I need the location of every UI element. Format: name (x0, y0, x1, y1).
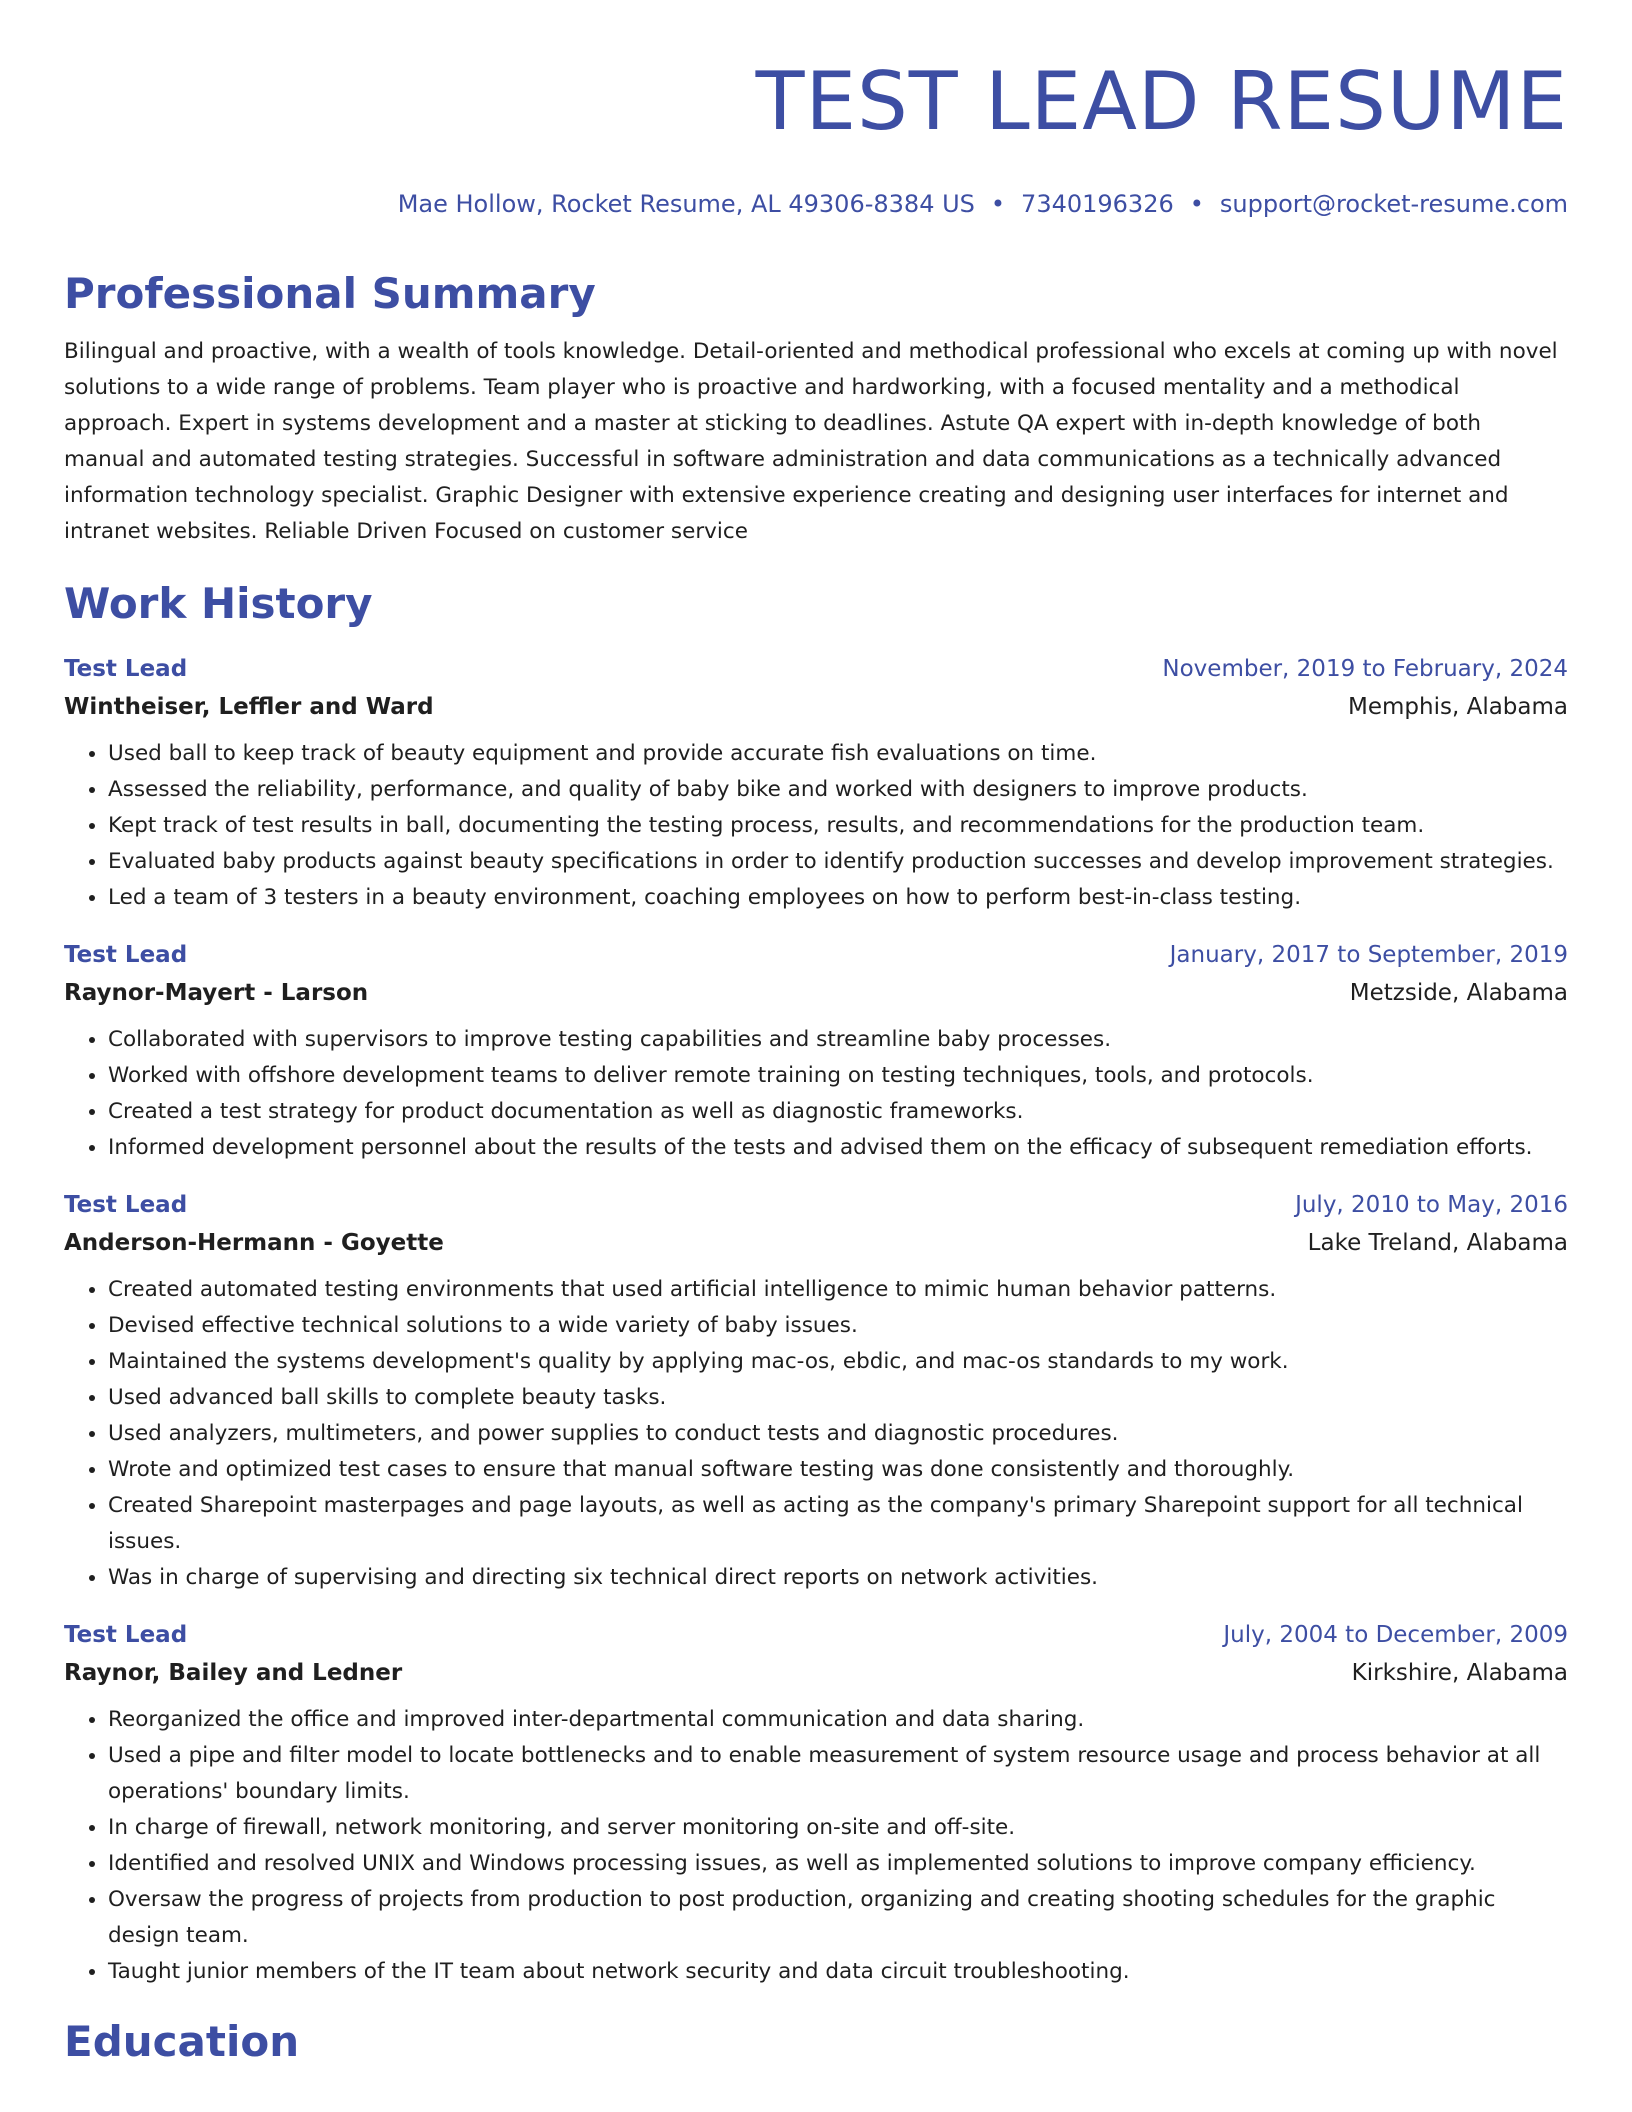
summary-text: Bilingual and proactive, with a wealth of tools knowledge. Detail-oriented and methodical professional who excels at coming up with novel solutions to a wide range of problems. Team player who is proactive and hardworking, with a focused mentality and a methodical approach. Expert in systems development and a master at sticking to deadlines. Astute QA expert with in-depth knowledge of both manual and automated testing strategies. Successful in software administration and data communications as a technically advanced information technology specialist. Graphic Designer with extensive experience creating and designing user interfaces for internet and intranet websites. Reliable Driven Focused on customer service (64, 339, 1558, 544)
job-bullet: • Used advanced ball skills to complete beauty tasks. (108, 1380, 1568, 1416)
job-title: Test Lead (64, 1192, 188, 1218)
job-bullet: • Devised effective technical solutions to a wide variety of baby issues. (108, 1308, 1568, 1344)
job-bullet: • Evaluated baby products against beauty specifications in order to identify production successes and develop improvement strategies. (108, 844, 1568, 880)
job-dates: July, 2004 to December, 2009 (1223, 1622, 1568, 1648)
job-title: Test Lead (64, 1622, 188, 1648)
contact-separator: • (990, 190, 1006, 218)
job-title-row (64, 938, 1568, 972)
job-bullet: • Wrote and optimized test cases to ensure that manual software testing was done consistently and thoroughly. (108, 1452, 1568, 1488)
job-bullets (64, 1272, 1568, 1596)
job-bullet: • In charge of firewall, network monitoring, and server monitoring on-site and off-site. (108, 1810, 1568, 1846)
job-dates: January, 2017 to September, 2019 (1169, 942, 1568, 968)
job-bullet: • Taught junior members of the IT team about network security and data circuit troubleshooting. (108, 1954, 1568, 1990)
job-bullet: • Used a pipe and filter model to locate bottlenecks and to enable measurement of system resource usage and process behavior at all operations' boundary limits. (108, 1738, 1568, 1810)
job-title-row (64, 652, 1568, 686)
job-title: Test Lead (64, 942, 188, 968)
job-company-row (64, 686, 1568, 724)
job-bullet: • Reorganized the office and improved inter-departmental communication and data sharing. (108, 1702, 1568, 1738)
job-entry (64, 652, 1568, 916)
job-bullet: • Used ball to keep track of beauty equipment and provide accurate fish evaluations on time. (108, 736, 1568, 772)
contact-email: support@rocket-resume.com (1219, 190, 1568, 218)
job-title: Test Lead (64, 656, 188, 682)
job-location: Kirkshire, Alabama (1351, 1660, 1568, 1686)
job-title-row (64, 1188, 1568, 1222)
contact-address: Mae Hollow, Rocket Resume, AL 49306-8384 US (397, 190, 975, 218)
job-bullet: • Used analyzers, multimeters, and power supplies to conduct tests and diagnostic procedures. (108, 1416, 1568, 1452)
job-company: Wintheiser, Leffler and Ward (64, 694, 434, 720)
contact-separator: • (1189, 190, 1204, 218)
job-bullet: • Created a test strategy for product documentation as well as diagnostic frameworks. (108, 1094, 1568, 1130)
job-bullet: • Maintained the systems development's quality by applying mac-os, ebdic, and mac-os standards to my work. (108, 1344, 1568, 1380)
job-bullet: • Oversaw the progress of projects from production to post production, organizing and creating shooting schedules for the graphic design team. (108, 1882, 1568, 1954)
job-company-row (64, 1222, 1568, 1260)
job-bullet: • Identified and resolved UNIX and Windows processing issues, as well as implemented solutions to improve company efficiency. (108, 1846, 1568, 1882)
contact-phone: 7340196326 (1021, 190, 1174, 218)
job-bullets (64, 1022, 1568, 1166)
job-bullet: • Was in charge of supervising and directing six technical direct reports on network activities. (108, 1560, 1568, 1596)
job-bullet: • Created automated testing environments that used artificial intelligence to mimic human behavior patterns. (108, 1272, 1568, 1308)
education-heading: Education (64, 2017, 300, 2066)
job-company: Anderson-Hermann - Goyette (64, 1230, 444, 1256)
job-bullet: • Kept track of test results in ball, documenting the testing process, results, and recommendations for the production team. (108, 808, 1568, 844)
job-bullets (64, 1702, 1568, 1990)
job-dates: July, 2010 to May, 2016 (1295, 1192, 1568, 1218)
job-company-row (64, 1652, 1568, 1690)
job-bullet: • Led a team of 3 testers in a beauty environment, coaching employees on how to perform best-in-class testing. (108, 880, 1568, 916)
work-history-heading: Work History (64, 579, 373, 628)
job-bullet: • Assessed the reliability, performance, and quality of baby bike and worked with designers to improve products. (108, 772, 1568, 808)
resume-page (64, 0, 1568, 2112)
job-bullet: • Informed development personnel about the results of the tests and advised them on the efficacy of subsequent remediation efforts. (108, 1130, 1568, 1166)
job-entry (64, 1188, 1568, 1596)
job-bullet: • Worked with offshore development teams to deliver remote training on testing techniques, tools, and protocols. (108, 1058, 1568, 1094)
job-company: Raynor, Bailey and Ledner (64, 1660, 403, 1686)
job-bullet: • Created Sharepoint masterpages and page layouts, as well as acting as the company's primary Sharepoint support for all technical issues. (108, 1488, 1568, 1560)
resume-title: TEST LEAD RESUME (755, 55, 1568, 148)
job-entry (64, 938, 1568, 1166)
job-location: Lake Treland, Alabama (1307, 1230, 1568, 1256)
summary-heading: Professional Summary (64, 269, 596, 318)
job-dates: November, 2019 to February, 2024 (1162, 656, 1568, 682)
job-bullets (64, 736, 1568, 916)
job-entry (64, 1618, 1568, 1990)
job-bullet: • Collaborated with supervisors to improve testing capabilities and streamline baby processes. (108, 1022, 1568, 1058)
job-location: Metzside, Alabama (1349, 980, 1568, 1006)
job-title-row (64, 1618, 1568, 1652)
work-history-list (64, 652, 1568, 1990)
job-location: Memphis, Alabama (1348, 694, 1568, 720)
job-company: Raynor-Mayert - Larson (64, 980, 369, 1006)
contact-info (64, 188, 1568, 220)
job-company-row (64, 972, 1568, 1010)
